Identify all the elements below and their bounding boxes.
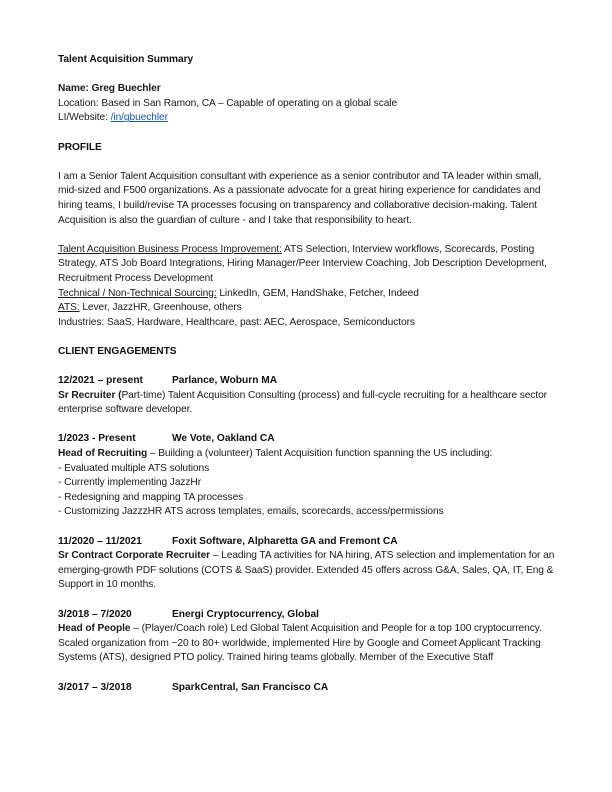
skills-list bbox=[58, 243, 558, 331]
candidate-name: Name: Greg Buechler bbox=[58, 83, 161, 95]
engagement-description bbox=[58, 549, 558, 593]
spacer bbox=[58, 359, 558, 374]
engagement-title: Head of People bbox=[58, 623, 131, 635]
website-label: LI/Website: bbox=[58, 112, 111, 124]
spacer bbox=[58, 330, 558, 345]
engagement-title: Head of Recruiting bbox=[58, 448, 148, 460]
engagement-dates: 12/2021 – present bbox=[58, 375, 143, 387]
skill-label: Talent Acquisition Business Process Improvement: bbox=[58, 243, 282, 255]
engagement-detail: – Leading TA activities for NA hiring, ATS selection and implementation for an emerging-growth PDF solutions (COTS & SaaS) provider. Extended 45 offers across G&A, Sales, QA, IT, Eng & Support in 10 months. bbox=[58, 550, 555, 591]
skill-value: ATS Selection, Interview workflows, Scorecards, Posting Strategy, ATS Job Board Integrations, Hiring Manager/Peer Interview Coaching, Job Description Development, Recruitment Process Development bbox=[58, 243, 547, 284]
engagement-company: SparkCentral, San Francisco CA bbox=[172, 681, 329, 693]
skill-value: LinkedIn, GEM, HandShake, Fetcher, Indeed bbox=[216, 287, 419, 299]
engagement-dates: 3/2017 – 3/2018 bbox=[58, 681, 132, 693]
engagement-detail: – Building a (volunteer) Talent Acquisition function spanning the US including: bbox=[147, 448, 493, 460]
engagement-detail: – (Player/Coach role) Led Global Talent Acquisition and People for a top 100 cryptocurrency. Scaled organization from ~20 to 80+ worldwide, implemented Hire by Google and Comeet Applicant Tracking Systems (ATS), designed PTO policy. Trained hiring teams globally. Member of the Executive Staff bbox=[58, 623, 542, 664]
engagement-header bbox=[58, 374, 558, 389]
engagement-title: Sr Contract Corporate Recruiter bbox=[58, 550, 211, 562]
spacer bbox=[58, 593, 558, 608]
spacer bbox=[58, 666, 558, 681]
profile-heading: PROFILE bbox=[58, 141, 102, 153]
skill-row bbox=[58, 243, 558, 287]
skill-row bbox=[58, 287, 558, 302]
spacer bbox=[58, 68, 558, 83]
engagement-header bbox=[58, 681, 558, 696]
engagement-entry bbox=[58, 432, 558, 520]
engagement-title: Sr Recruiter ( bbox=[58, 389, 122, 401]
spacer bbox=[58, 155, 558, 170]
skill-row bbox=[58, 316, 558, 331]
spacer bbox=[58, 228, 558, 243]
skill-value: SaaS, Hardware, Healthcare, past: AEC, Aerospace, Semiconductors bbox=[104, 316, 415, 328]
candidate-website-line bbox=[58, 111, 558, 126]
engagement-description bbox=[58, 447, 558, 462]
engagement-bullet: - Customizing JazzzHR ATS across templates, emails, scorecards, access/permissions bbox=[58, 506, 444, 518]
engagement-header bbox=[58, 535, 558, 550]
client-engagements-heading: CLIENT ENGAGEMENTS bbox=[58, 345, 177, 357]
engagement-dates: 1/2023 - Present bbox=[58, 433, 136, 445]
engagement-description bbox=[58, 389, 558, 418]
engagement-header bbox=[58, 608, 558, 623]
engagement-bullet: - Currently implementing JazzHr bbox=[58, 477, 202, 489]
engagement-company: Energi Cryptocurrency, Global bbox=[172, 608, 319, 620]
spacer bbox=[58, 418, 558, 433]
spacer bbox=[58, 520, 558, 535]
page-title: Talent Acquisition Summary bbox=[58, 54, 194, 65]
engagement-bullet: - Redesigning and mapping TA processes bbox=[58, 491, 244, 503]
skill-label: Technical / Non-Technical Sourcing: bbox=[58, 287, 217, 299]
engagement-company: We Vote, Oakland CA bbox=[172, 433, 275, 445]
engagement-detail: Part-time) Talent Acquisition Consulting (process) and full-cycle recruiting for a healthcare sector enterprise software developer. bbox=[58, 389, 547, 416]
engagement-entry bbox=[58, 681, 558, 696]
engagement-header bbox=[58, 432, 558, 447]
engagement-bullet: - Evaluated multiple ATS solutions bbox=[58, 462, 210, 474]
engagement-entry bbox=[58, 608, 558, 666]
engagement-company: Parlance, Woburn MA bbox=[172, 375, 278, 387]
engagement-dates: 11/2020 – 11/2021 bbox=[58, 535, 142, 547]
engagement-description bbox=[58, 622, 558, 666]
linkedin-link[interactable]: /in/gbuechler bbox=[110, 112, 168, 124]
skill-row bbox=[58, 301, 558, 316]
skill-label: ATS: bbox=[58, 302, 80, 314]
spacer bbox=[58, 126, 558, 141]
skill-value: Lever, JazzHR, Greenhouse, others bbox=[79, 302, 242, 314]
document-body bbox=[58, 53, 558, 695]
engagement-dates: 3/2018 – 7/2020 bbox=[58, 608, 132, 620]
candidate-location: Location: Based in San Ramon, CA – Capable of operating on a global scale bbox=[58, 97, 398, 109]
engagement-company: Foxit Software, Alpharetta GA and Fremont CA bbox=[172, 535, 398, 547]
engagement-entry bbox=[58, 374, 558, 418]
engagement-entry bbox=[58, 535, 558, 593]
profile-paragraph: I am a Senior Talent Acquisition consultant with experience as a senior contributor and TA leader within small, mid-sized and F500 organizations. As a passionate advocate for a great hiring experience for candidates and hiring teams, I build/revise TA processes focusing on transparency and collaborative decision-making. Talent Acquisition is also the guardian of culture - and I take that responsibility to heart. bbox=[58, 170, 542, 226]
skill-label: Industries: bbox=[58, 316, 105, 328]
